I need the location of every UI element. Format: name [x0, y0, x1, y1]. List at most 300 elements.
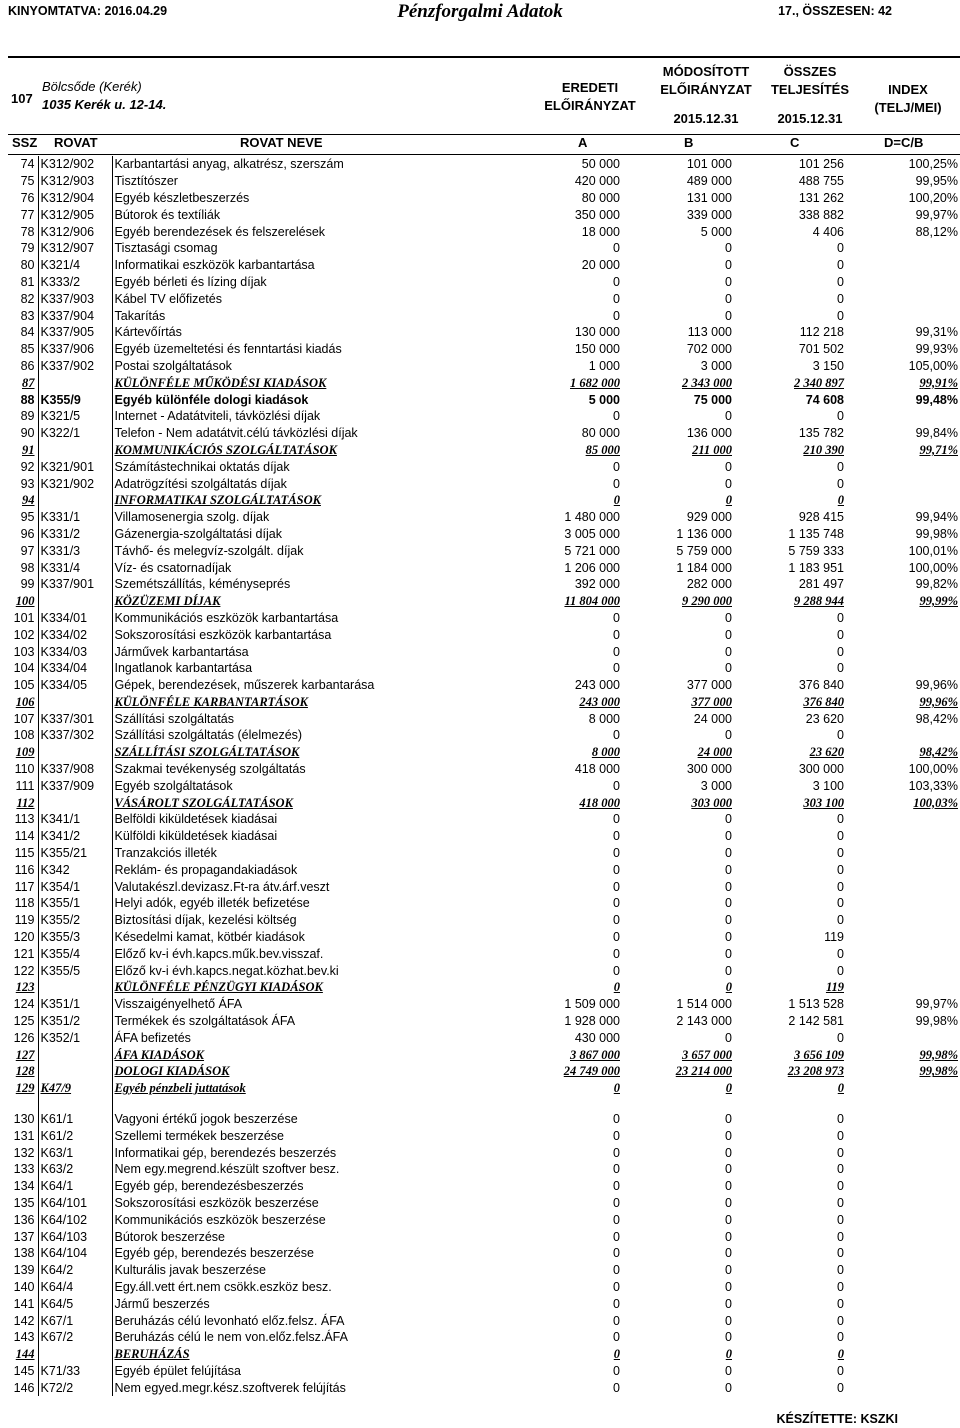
- cell-modositott: 0: [725, 1212, 732, 1227]
- col-c-title-1: ÖSSZES: [783, 64, 837, 79]
- cell-index: 100,03%: [913, 795, 958, 810]
- table-row: [8, 324, 960, 341]
- table-row: [8, 610, 960, 627]
- cell-index: 100,25%: [908, 157, 958, 172]
- cell-ssz: 121: [8, 945, 38, 962]
- cell-eredeti: 0: [613, 1128, 620, 1143]
- cell-modositott: 1 136 000: [676, 526, 732, 541]
- cell-ssz: 98: [8, 559, 38, 576]
- cell-nev: Kábel TV előfizetés: [114, 291, 222, 306]
- cell-index: [846, 660, 960, 677]
- cell-rovat: K337/902: [38, 358, 112, 375]
- cell-nev: Beruházás célú le nem von.előz.felsz.ÁFA: [114, 1330, 348, 1345]
- cell-teljesites: 131 262: [798, 190, 844, 205]
- cell-nev: Belföldi kiküldetések kiadásai: [114, 812, 278, 827]
- table-row: [8, 156, 960, 173]
- cell-index: [846, 828, 960, 845]
- cell-teljesites: 0: [837, 459, 844, 474]
- cell-index: 98,42%: [915, 711, 958, 726]
- cell-rovat: K63/1: [38, 1144, 112, 1161]
- cell-modositott: 0: [725, 846, 732, 861]
- cell-modositott: 0: [725, 627, 732, 642]
- cell-index: [846, 1329, 960, 1346]
- table-row: [8, 660, 960, 677]
- cell-eredeti: 0: [613, 1246, 620, 1261]
- cell-rovat: K352/1: [38, 1029, 112, 1046]
- cell-nev: Nem egy.megrend.készült szoftver besz.: [114, 1162, 340, 1177]
- table-row: [8, 257, 960, 274]
- cell-nev: Adatrögzítési szolgáltatás díjak: [114, 476, 287, 491]
- cell-rovat: K64/1: [38, 1178, 112, 1195]
- col-b-date: 2015.12.31: [673, 111, 739, 126]
- cell-nev: Jármű beszerzés: [114, 1296, 210, 1311]
- col-a-title-2: ELŐIRÁNYZAT: [544, 98, 636, 113]
- cell-teljesites: 0: [837, 661, 844, 676]
- table-row: [8, 408, 960, 425]
- cell-ssz: 90: [8, 425, 38, 442]
- cell-eredeti: 0: [613, 274, 620, 289]
- cell-ssz: 91: [8, 442, 38, 459]
- cell-eredeti: 1 928 000: [564, 1014, 620, 1029]
- table-row: [8, 391, 960, 408]
- cell-index: [846, 1295, 960, 1312]
- table-row: [8, 1111, 960, 1128]
- cell-modositott: 1 184 000: [676, 560, 732, 575]
- cell-nev: Gépek, berendezések, műszerek karbantarása: [114, 678, 375, 693]
- cell-rovat: K64/102: [38, 1211, 112, 1228]
- table-row: [8, 1245, 960, 1262]
- cell-modositott: 0: [725, 930, 732, 945]
- cell-eredeti: 0: [613, 1212, 620, 1227]
- cell-eredeti: 1 509 000: [564, 997, 620, 1012]
- table-row: [8, 811, 960, 828]
- cell-eredeti: 0: [613, 963, 620, 978]
- cell-rovat: [38, 1046, 112, 1063]
- table-row: [8, 190, 960, 207]
- cell-eredeti: 418 000: [574, 762, 620, 777]
- col-c: C: [790, 135, 800, 150]
- cell-ssz: 120: [8, 929, 38, 946]
- cell-index: [846, 492, 960, 509]
- table-row: [8, 509, 960, 526]
- cell-ssz: 141: [8, 1295, 38, 1312]
- col-b: B: [684, 135, 694, 150]
- cell-nev: Termékek és szolgáltatások ÁFA: [114, 1014, 296, 1029]
- cell-eredeti: 130 000: [574, 325, 620, 340]
- cell-eredeti: 0: [613, 946, 620, 961]
- cell-index: 88,12%: [915, 224, 958, 239]
- cell-nev: Távhő- és melegvíz-szolgált. díjak: [114, 543, 304, 558]
- cell-teljesites: 0: [837, 1380, 844, 1395]
- cell-rovat: K351/1: [38, 996, 112, 1013]
- cell-modositott: 0: [725, 308, 732, 323]
- cell-ssz: 118: [8, 895, 38, 912]
- cell-index: 99,82%: [915, 577, 958, 592]
- table-row: [8, 1063, 960, 1080]
- table-row: [8, 358, 960, 375]
- cell-index: [846, 1312, 960, 1329]
- cell-modositott: 0: [725, 862, 732, 877]
- cell-ssz: 79: [8, 240, 38, 257]
- cell-rovat: K341/2: [38, 828, 112, 845]
- cell-nev: KÜLÖNFÉLE MŰKÖDÉSI KIADÁSOK: [114, 375, 327, 390]
- cell-eredeti: 392 000: [574, 577, 620, 592]
- cell-teljesites: 23 208 973: [787, 1064, 844, 1079]
- cell-nev: VÁSÁROLT SZOLGÁLTATÁSOK: [114, 795, 293, 810]
- cell-rovat: K355/3: [38, 929, 112, 946]
- cell-teljesites: 5 759 333: [788, 543, 844, 558]
- cell-index: [846, 240, 960, 257]
- cell-teljesites: 0: [837, 1179, 844, 1194]
- cell-ssz: 115: [8, 845, 38, 862]
- cell-index: 100,01%: [908, 543, 958, 558]
- cell-ssz: 126: [8, 1029, 38, 1046]
- cell-rovat: K333/2: [38, 274, 112, 291]
- cell-nev: Informatikai eszközök karbantartása: [114, 258, 315, 273]
- cell-eredeti: 0: [613, 1313, 620, 1328]
- cell-nev: Kommunikációs eszközök karbantartása: [114, 610, 339, 625]
- cell-nev: Sokszorosítási eszközök karbantartása: [114, 627, 332, 642]
- cell-rovat: K321/4: [38, 257, 112, 274]
- cell-nev: Internet - Adatátviteli, távközlési díjak: [114, 409, 321, 424]
- cell-teljesites: 135 782: [798, 426, 844, 441]
- cell-nev: Kártevőírtás: [114, 325, 182, 340]
- cell-modositott: 300 000: [686, 762, 732, 777]
- cell-modositott: 0: [725, 459, 732, 474]
- cell-index: 99,97%: [915, 207, 958, 222]
- cell-teljesites: 0: [837, 476, 844, 491]
- cell-rovat: K321/901: [38, 458, 112, 475]
- cell-modositott: 339 000: [686, 207, 732, 222]
- cell-modositott: 0: [725, 1112, 732, 1127]
- cell-index: 105,00%: [908, 358, 958, 373]
- cell-teljesites: 2 340 897: [794, 375, 844, 390]
- cell-index: [846, 845, 960, 862]
- data-table: [8, 156, 960, 1396]
- cell-nev: Ingatlanok karbantartása: [114, 661, 253, 676]
- cell-modositott: 0: [725, 1229, 732, 1244]
- cell-nev: Egyéb berendezések és felszerelések: [114, 224, 326, 239]
- cell-teljesites: 0: [837, 1330, 844, 1345]
- cell-modositott: 0: [725, 1279, 732, 1294]
- cell-ssz: 144: [8, 1346, 38, 1363]
- cell-teljesites: 3 150: [812, 358, 844, 373]
- table-row: [8, 290, 960, 307]
- cell-teljesites: 0: [837, 946, 844, 961]
- table-row: [8, 794, 960, 811]
- cell-modositott: 0: [725, 241, 732, 256]
- cell-eredeti: 11 804 000: [564, 594, 620, 609]
- cell-eredeti: 0: [613, 1145, 620, 1160]
- cell-rovat: K334/03: [38, 643, 112, 660]
- cell-modositott: 75 000: [693, 392, 732, 407]
- cell-teljesites: 1 135 748: [788, 526, 844, 541]
- cell-index: [846, 290, 960, 307]
- cell-index: 99,95%: [915, 174, 958, 189]
- cell-rovat: K312/907: [38, 240, 112, 257]
- cell-index: [846, 727, 960, 744]
- cell-teljesites: 0: [837, 1246, 844, 1261]
- cell-ssz: 125: [8, 1013, 38, 1030]
- cell-modositott: 303 000: [691, 795, 732, 810]
- table-row: [8, 593, 960, 610]
- cell-index: [846, 945, 960, 962]
- col-d-title-2: (TELJ/MEI): [874, 100, 942, 115]
- cell-teljesites: 0: [837, 1112, 844, 1127]
- cell-eredeti: 0: [613, 1196, 620, 1210]
- table-row: [8, 1279, 960, 1296]
- cell-index: 99,84%: [915, 426, 958, 441]
- cell-rovat: [38, 744, 112, 761]
- cell-eredeti: 420 000: [574, 174, 620, 189]
- cell-modositott: 489 000: [686, 174, 732, 189]
- cell-nev: Szakmai tevékenység szolgáltatás: [114, 762, 306, 777]
- cell-eredeti: 50 000: [581, 157, 620, 172]
- table-row: [8, 492, 960, 509]
- table-row: [8, 341, 960, 358]
- table-row: [8, 895, 960, 912]
- cell-ssz: 75: [8, 173, 38, 190]
- cell-teljesites: 488 755: [798, 174, 844, 189]
- col-rovat-neve: ROVAT NEVE: [240, 135, 323, 150]
- cell-ssz: 100: [8, 593, 38, 610]
- cell-nev: Egyéb szolgáltatások: [114, 778, 233, 793]
- cell-nev: Informatikai gép, berendezés beszerzés: [114, 1145, 337, 1160]
- table-row: [8, 694, 960, 711]
- table-row: [8, 677, 960, 694]
- cell-ssz: 146: [8, 1379, 38, 1396]
- cell-rovat: K71/33: [38, 1363, 112, 1380]
- cell-eredeti: 20 000: [581, 258, 620, 273]
- cell-teljesites: 376 840: [798, 678, 844, 693]
- cell-index: 98,42%: [919, 745, 958, 760]
- cell-teljesites: 0: [837, 308, 844, 323]
- cell-ssz: 104: [8, 660, 38, 677]
- cell-nev: Bútorok és textíliák: [114, 207, 221, 222]
- cell-modositott: 0: [725, 476, 732, 491]
- cell-ssz: 117: [8, 878, 38, 895]
- cell-modositott: 0: [725, 258, 732, 273]
- cell-rovat: [38, 374, 112, 391]
- cell-rovat: K312/903: [38, 173, 112, 190]
- cell-teljesites: 9 288 944: [794, 594, 844, 609]
- cell-eredeti: 5 000: [588, 392, 620, 407]
- table-row: [8, 274, 960, 291]
- cell-rovat: K334/05: [38, 677, 112, 694]
- cell-index: 103,33%: [908, 778, 958, 793]
- cell-eredeti: 0: [613, 1380, 620, 1395]
- cell-index: [846, 1111, 960, 1128]
- cell-rovat: K64/5: [38, 1295, 112, 1312]
- cell-ssz: 142: [8, 1312, 38, 1329]
- cell-index: [846, 861, 960, 878]
- cell-index: [846, 643, 960, 660]
- cell-eredeti: 0: [613, 1296, 620, 1311]
- cell-teljesites: 0: [837, 829, 844, 844]
- cell-index: 99,91%: [919, 375, 958, 390]
- cell-index: 99,71%: [919, 442, 958, 457]
- cell-teljesites: 376 840: [803, 694, 844, 709]
- table-row: [8, 643, 960, 660]
- cell-ssz: 110: [8, 761, 38, 778]
- cell-rovat: K337/904: [38, 307, 112, 324]
- cell-teljesites: 0: [837, 1313, 844, 1328]
- cell-modositott: 377 000: [691, 694, 732, 709]
- cell-index: [846, 962, 960, 979]
- cell-index: [846, 626, 960, 643]
- cell-eredeti: 418 000: [579, 795, 620, 810]
- cell-nev: Bútorok beszerzése: [114, 1229, 225, 1244]
- cell-eredeti: 150 000: [574, 342, 620, 357]
- cell-eredeti: 0: [613, 829, 620, 844]
- cell-eredeti: 0: [613, 879, 620, 894]
- cell-index: [846, 1097, 960, 1111]
- cell-nev: Egyéb gép, berendezés beszerzése: [114, 1246, 314, 1261]
- cell-modositott: 282 000: [686, 577, 732, 592]
- cell-eredeti: 243 000: [579, 694, 620, 709]
- cell-eredeti: 18 000: [581, 224, 620, 239]
- cell-nev: SZÁLLÍTÁSI SZOLGÁLTATÁSOK: [114, 745, 300, 760]
- cell-rovat: K331/4: [38, 559, 112, 576]
- cell-teljesites: 0: [837, 812, 844, 827]
- cell-ssz: 99: [8, 576, 38, 593]
- cell-rovat: [38, 1346, 112, 1363]
- cell-rovat: K64/103: [38, 1228, 112, 1245]
- cell-index: 99,98%: [915, 1014, 958, 1029]
- cell-eredeti: 5 721 000: [564, 543, 620, 558]
- cell-rovat: K64/2: [38, 1262, 112, 1279]
- cell-teljesites: 0: [837, 258, 844, 273]
- cell-teljesites: 0: [837, 896, 844, 911]
- cell-eredeti: 1 000: [588, 358, 620, 373]
- table-row: [8, 962, 960, 979]
- cell-modositott: 0: [725, 1363, 732, 1378]
- table-row: [8, 761, 960, 778]
- cell-nev: Kulturális javak beszerzése: [114, 1263, 266, 1278]
- cell-nev: Biztosítási díjak, kezelési költség: [114, 913, 297, 928]
- institution-name: Bölcsőde (Kerék): [42, 79, 142, 94]
- table-row: [8, 710, 960, 727]
- cell-rovat: [38, 442, 112, 459]
- cell-rovat: K337/909: [38, 777, 112, 794]
- cell-index: 100,20%: [908, 190, 958, 205]
- table-row: [8, 1161, 960, 1178]
- cell-nev: DOLOGI KIADÁSOK: [114, 1064, 230, 1079]
- cell-index: [846, 1029, 960, 1046]
- cell-teljesites: 0: [837, 627, 844, 642]
- cell-ssz: 74: [8, 156, 38, 173]
- cell-modositott: 0: [725, 291, 732, 306]
- cell-ssz: 108: [8, 727, 38, 744]
- cell-modositott: 131 000: [686, 190, 732, 205]
- cell-ssz: 88: [8, 391, 38, 408]
- cell-ssz: 128: [8, 1063, 38, 1080]
- cell-modositott: 0: [725, 896, 732, 911]
- cell-ssz: 131: [8, 1127, 38, 1144]
- cell-rovat: K72/2: [38, 1379, 112, 1396]
- cell-rovat: K64/4: [38, 1279, 112, 1296]
- cell-teljesites: 0: [837, 963, 844, 978]
- cell-nev: Egy.áll.vett ért.nem csökk.eszköz besz.: [114, 1279, 332, 1294]
- cell-modositott: 0: [725, 728, 732, 743]
- col-d: D=C/B: [884, 135, 924, 150]
- cell-nev: Egyéb gép, berendezésbeszerzés: [114, 1179, 304, 1194]
- cell-nev: Egyéb bérleti és lízing díjak: [114, 274, 267, 289]
- cell-nev: Beruházás célú levonható előz.felsz. ÁFA: [114, 1313, 345, 1328]
- cell-index: 99,31%: [915, 325, 958, 340]
- cell-index: [846, 1195, 960, 1212]
- cell-teljesites: 338 882: [798, 207, 844, 222]
- cell-ssz: 86: [8, 358, 38, 375]
- table-row: [8, 929, 960, 946]
- cell-nev: Késedelmi kamat, kötbér kiadások: [114, 930, 305, 945]
- col-c-title-2: TELJESÍTÉS: [770, 82, 850, 97]
- table-row: [8, 626, 960, 643]
- page-title: Pénzforgalmi Adatok: [397, 1, 563, 22]
- cell-ssz: 105: [8, 677, 38, 694]
- cell-index: [846, 610, 960, 627]
- cell-nev: Egyéb üzemeltetési és fenntartási kiadás: [114, 342, 342, 357]
- cell-ssz: 103: [8, 643, 38, 660]
- prepared-by: KÉSZÍTETTE: KSZKI: [776, 1412, 898, 1426]
- cell-teljesites: 3 656 109: [794, 1047, 844, 1062]
- cell-teljesites: 112 218: [799, 325, 844, 340]
- cell-teljesites: 0: [837, 241, 844, 256]
- cell-ssz: 139: [8, 1262, 38, 1279]
- cell-nev: Tisztasági csomag: [114, 241, 218, 256]
- cell-teljesites: 0: [837, 274, 844, 289]
- cell-modositott: 2 143 000: [676, 1014, 732, 1029]
- cell-teljesites: 281 497: [798, 577, 844, 592]
- cell-ssz: 123: [8, 979, 38, 996]
- cell-eredeti: 0: [613, 1279, 620, 1294]
- table-row: [8, 1295, 960, 1312]
- cell-nev: Telefon - Nem adatátvit.célú távközlési díjak: [114, 426, 358, 441]
- cell-nev: Villamosenergia szolg. díjak: [114, 510, 270, 525]
- cell-rovat: K355/2: [38, 912, 112, 929]
- cell-ssz: 107: [8, 710, 38, 727]
- cell-ssz: 77: [8, 206, 38, 223]
- cell-ssz: 113: [8, 811, 38, 828]
- cell-index: [846, 1144, 960, 1161]
- cell-eredeti: 0: [613, 1081, 620, 1096]
- cell-eredeti: 0: [613, 862, 620, 877]
- cell-rovat: K355/21: [38, 845, 112, 862]
- cell-ssz: 127: [8, 1046, 38, 1063]
- cell-rovat: K331/3: [38, 542, 112, 559]
- cell-teljesites: 0: [837, 493, 844, 508]
- cell-teljesites: 0: [837, 1296, 844, 1311]
- cell-modositott: 0: [725, 1128, 732, 1143]
- cell-nev: Egyéb különféle dologi kiadások: [114, 392, 309, 407]
- cell-ssz: 89: [8, 408, 38, 425]
- table-row: [8, 861, 960, 878]
- cell-modositott: 24 000: [693, 711, 732, 726]
- col-c-date: 2015.12.31: [777, 111, 843, 126]
- cell-index: 99,98%: [915, 526, 958, 541]
- cell-index: [846, 307, 960, 324]
- table-row: [8, 996, 960, 1013]
- cell-nev: Szállítási szolgáltatás: [114, 711, 235, 726]
- cell-modositott: 0: [725, 879, 732, 894]
- table-row: [8, 1097, 960, 1111]
- cell-eredeti: 0: [613, 1347, 620, 1362]
- cell-index: [846, 1279, 960, 1296]
- col-b-title-2: ELŐIRÁNYZAT: [660, 82, 752, 97]
- cell-nev: KÜLÖNFÉLE KARBANTARTÁSOK: [114, 694, 308, 709]
- cell-index: [846, 1161, 960, 1178]
- cell-teljesites: 1 183 951: [788, 560, 844, 575]
